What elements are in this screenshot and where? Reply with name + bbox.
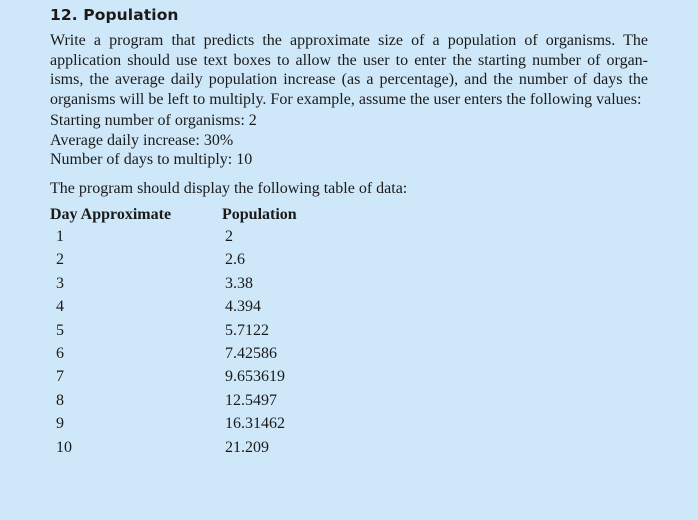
day-cell: 2: [56, 251, 64, 269]
day-cell: 10: [56, 438, 72, 456]
day-cell: 4: [56, 298, 64, 316]
table-row: [0, 322, 698, 345]
exercise-heading: 12. Population: [50, 6, 179, 24]
day-cell: 5: [56, 321, 64, 339]
day-cell: 3: [56, 274, 64, 292]
population-cell: 3.38: [225, 274, 253, 292]
table-row: [0, 415, 698, 438]
table-row: [0, 392, 698, 415]
population-cell: 2.6: [225, 251, 245, 269]
day-cell: 7: [56, 368, 64, 386]
table-intro-text: The program should display the following table of data:: [50, 180, 408, 197]
table-row: [0, 439, 698, 462]
table-row: [0, 368, 698, 391]
population-cell: 4.394: [225, 298, 261, 316]
population-cell: 16.31462: [225, 415, 285, 433]
population-cell: 5.7122: [225, 321, 269, 339]
table-row: [0, 228, 698, 251]
exercise-description: Write a program that predicts the approximate size of a population of organisms. The application should use text boxes to allow the user to enter the starting number of organ-isms, the average daily population increase (as a percentage), and the number of days the organisms will be left to multiply. For example, assume the user enters the following values:: [50, 32, 648, 108]
example-input-values: [50, 111, 257, 170]
population-cell: 7.42586: [225, 344, 277, 362]
days-to-multiply-line: Number of days to multiply: 10: [50, 151, 253, 168]
population-cell: 9.653619: [225, 368, 285, 386]
day-cell: 1: [56, 228, 64, 245]
day-cell: 6: [56, 344, 64, 362]
population-cell: 12.5497: [225, 391, 277, 409]
day-cell: 8: [56, 391, 64, 409]
table-row: [0, 345, 698, 368]
table-row: [0, 275, 698, 298]
day-cell: 9: [56, 415, 64, 433]
table-header-population: Population: [222, 206, 297, 223]
daily-increase-line: Average daily increase: 30%: [50, 131, 234, 149]
population-table: [0, 228, 698, 462]
table-header-day: Day Approximate: [50, 206, 172, 223]
table-row: [0, 298, 698, 321]
table-row: [0, 251, 698, 274]
starting-organisms-line: Starting number of organisms: 2: [50, 112, 257, 129]
population-cell: 2: [225, 228, 233, 245]
population-cell: 21.209: [225, 438, 269, 456]
